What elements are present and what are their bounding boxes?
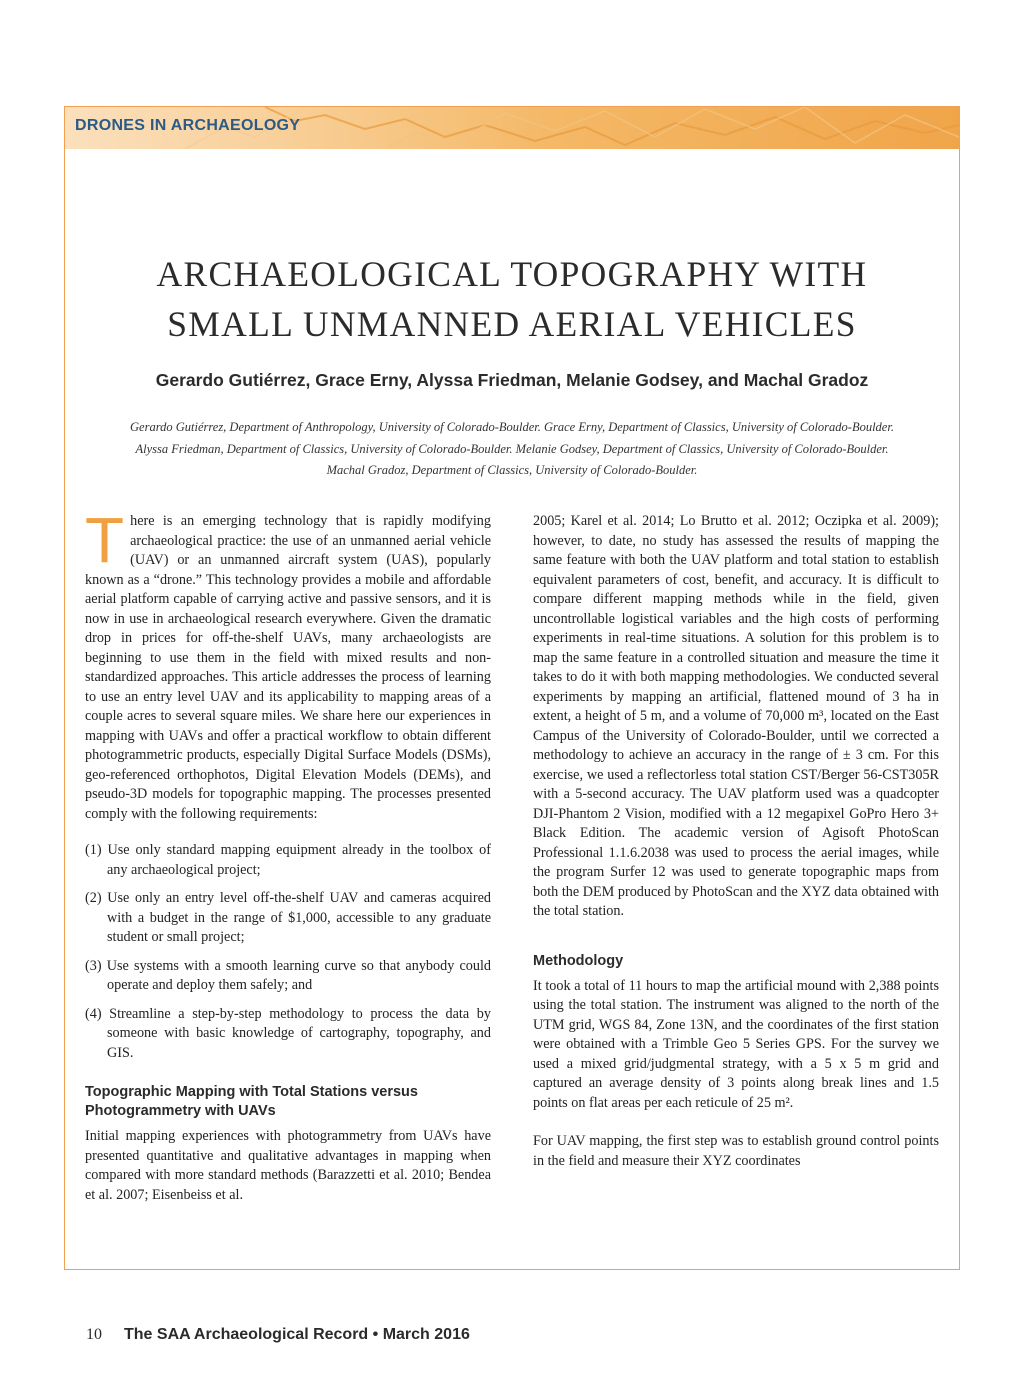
affiliation-line-3: Machal Gradoz, Department of Classics, University of Colorado-Boulder.: [326, 463, 698, 477]
author-list: Gerardo Gutiérrez, Grace Erny, Alyssa Friedman, Melanie Godsey, and Machal Gradoz: [155, 370, 869, 390]
section1-paragraph: Initial mapping experiences with photogrammetry from UAVs have presented quantitative and qualitative advantages in mapping when compared with more standard methods (Barazzetti et al. 2010; Bendea et al. 2007; Eisenbeiss et al.: [85, 1128, 491, 1203]
section-banner: [65, 107, 959, 149]
section-heading-methodology: Methodology: [533, 952, 624, 969]
left-column: [85, 504, 491, 1205]
right-paragraph-2: It took a total of 11 hours to map the artificial mound with 2,388 points using the total station. The instrument was aligned to the north of the UTM grid, WGS 84, Zone 13N, and the coordinates of the first station were obtained with a Trimble Geo 5 Series GPS. For the survey we used a mixed grid/judgmental strategy, with a 5 x 5 m grid and captured an average density of 3 points along break lines and 1.5 points on flat areas per each reticule of 25 m².: [533, 977, 939, 1111]
right-paragraph-1: 2005; Karel et al. 2014; Lo Brutto et al. 2012; Oczipka et al. 2009); however, to date, no study has assessed the results of mapping the same feature with both the UAV platform and total station to establish equivalent parameters of cost, benefit, and accuracy. It is difficult to compare different mapping methods while in the field, given uncontrollable logistical variables and the high costs of performing experiments in real-time situations. A solution for this problem is to map the same feature in a controlled situation and measure the time it takes to do it with both mapping methodologies. We conducted several experiments by mapping an artificial, flattened mound of 3 ha in extent, a height of 5 m, and a volume of 70,000 m³, located on the East Campus of the University of Colorado-Boulder, until we corrected a methodology to achieve an accuracy in the range of ± 3 cm. For this exercise, we used a reflectorless total station CST/Berger 56-CST305R with a 5-second accuracy. The UAV platform used was a quadcopter DJI-Phantom 2 Vision, modified with a 12 megapixel GoPro Hero 3+ Black Edition. The academic version of Agisoft PhotoScan Professional 1.1.6.2038 was used to process the aerial images, while the program Surfer 12 was used to generate topographic maps from both the DEM produced by PhotoScan and the XYZ data obtained with the total station.: [533, 513, 939, 919]
article-title-line-2: SMALL UNMANNED AERIAL VEHICLES: [167, 304, 857, 344]
affiliation-line-1: Gerardo Gutiérrez, Department of Anthropology, University of Colorado-Boulder. Grace Erny, Department of Classics, University of Colorado-Boulder.: [130, 420, 894, 434]
section-heading-topographic-mapping: Topographic Mapping with Total Stations versus Photogrammetry with UAVs: [85, 1084, 418, 1119]
page-footer: [86, 1326, 470, 1344]
list-item: (1) Use only standard mapping equipment already in the toolbox of any archaeological project;: [85, 842, 491, 878]
right-column: [533, 512, 939, 1171]
right-paragraph-3: For UAV mapping, the first step was to establish ground control points in the field and measure their XYZ coordinates: [533, 1133, 939, 1169]
article-frame: [64, 106, 960, 1270]
publication-name: The SAA Archaeological Record • March 2016: [124, 1326, 470, 1343]
requirements-list: [85, 841, 491, 1063]
list-item: (4) Streamline a step-by-step methodology to process the data by someone with basic knowledge of cartography, topography, and GIS.: [85, 1005, 491, 1061]
list-item: (2) Use only an entry level off-the-shelf UAV and cameras acquired with a budget in the range of $1,000, accessible to any graduate student or small project;: [85, 890, 491, 945]
affiliation-line-2: Alyssa Friedman, Department of Classics, University of Colorado-Boulder. Melanie Godsey, Department of Classics, University of Colorado-Boulder.: [135, 442, 889, 456]
article-title-line-1: ARCHAEOLOGICAL TOPOGRAPHY WITH: [156, 254, 868, 294]
page-number: 10: [86, 1326, 102, 1343]
intro-text: here is an emerging technology that is rapidly modifying archaeological practice: the use of an unmanned aerial vehicle (UAV) or an unmanned aircraft system (UAS), popularly known as a “drone.” This technology provides a mobile and affordable aerial platform capable of carrying active and passive sensors, and it is now in use in archaeological research everywhere. Given the dramatic drop in prices for off-the-shelf UAVs, many archaeologists are beginning to use them in the field with mixed results and non-standardized approaches. This article addresses the process of learning to use an entry level UAV and its applicability to mapping areas of a couple acres to several square miles. We share here our experiences in mapping with UAVs and offer a practical workflow to obtain different photogrammetric products, especially Digital Surface Models (DSMs), geo-referenced orthophotos, Digital Elevation Models (DEMs), and pseudo-3D models for topographic mapping. The processes presented comply with the following requirements:: [85, 513, 491, 822]
drop-cap: T: [85, 504, 125, 576]
intro-paragraph: [85, 504, 491, 824]
list-item: (3) Use systems with a smooth learning curve so that anybody could operate and deploy them safely; and: [85, 957, 491, 993]
banner-label: DRONES IN ARCHAEOLOGY: [75, 117, 301, 134]
